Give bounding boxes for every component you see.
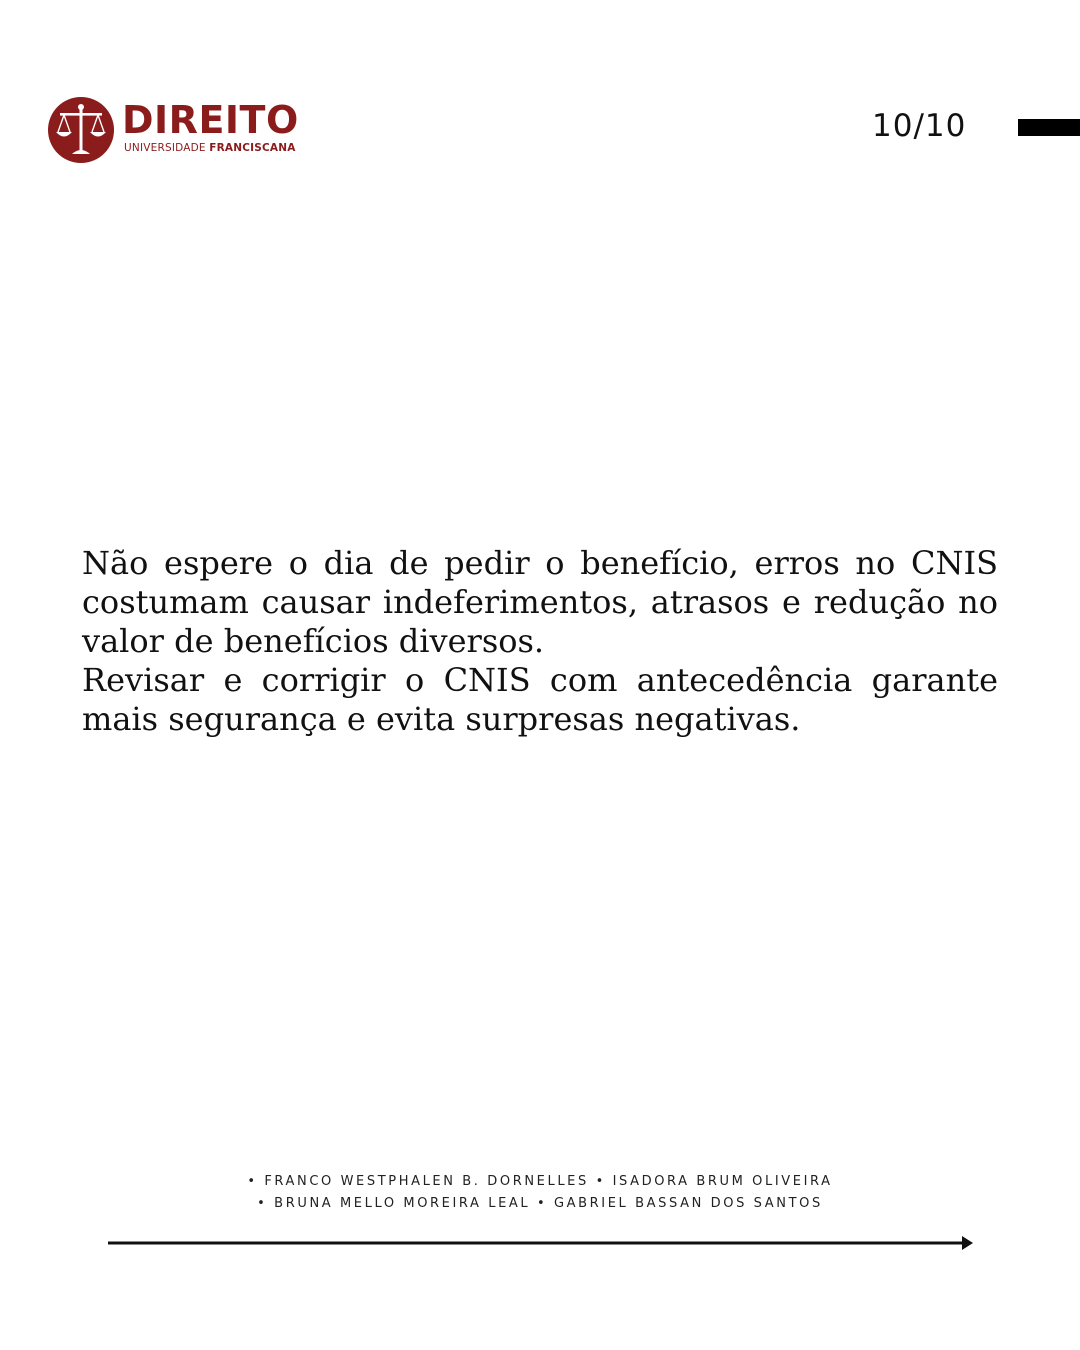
corner-accent-bar [1018,119,1080,136]
paragraph-advice: Revisar e corrigir o CNIS com antecedência garante mais segurança e evita surpresas negativas. [82,661,998,738]
authors-credits [150,1171,930,1215]
direito-logo [46,96,299,166]
arrow-right-icon [106,1232,974,1254]
logo-subtitle-franciscana: FRANCISCANA [209,142,296,154]
authors-line-1: • FRANCO WESTPHALEN B. DORNELLES • ISADORA BRUM OLIVEIRA [247,1174,833,1189]
main-message [82,544,998,739]
scales-of-justice-icon [46,96,116,164]
logo-subtitle-university: UNIVERSIDADE [124,142,210,154]
logo-subtitle [124,141,296,155]
authors-line-2: • BRUNA MELLO MOREIRA LEAL • GABRIEL BASSAN DOS SANTOS [257,1196,823,1211]
page-counter: 10/10 [872,108,967,144]
logo-title: DIREITO [122,98,299,142]
paragraph-warning: Não espere o dia de pedir o benefício, erros no CNIS costumam causar indeferimentos, atrasos e redução no valor de benefícios diversos. [82,544,998,660]
